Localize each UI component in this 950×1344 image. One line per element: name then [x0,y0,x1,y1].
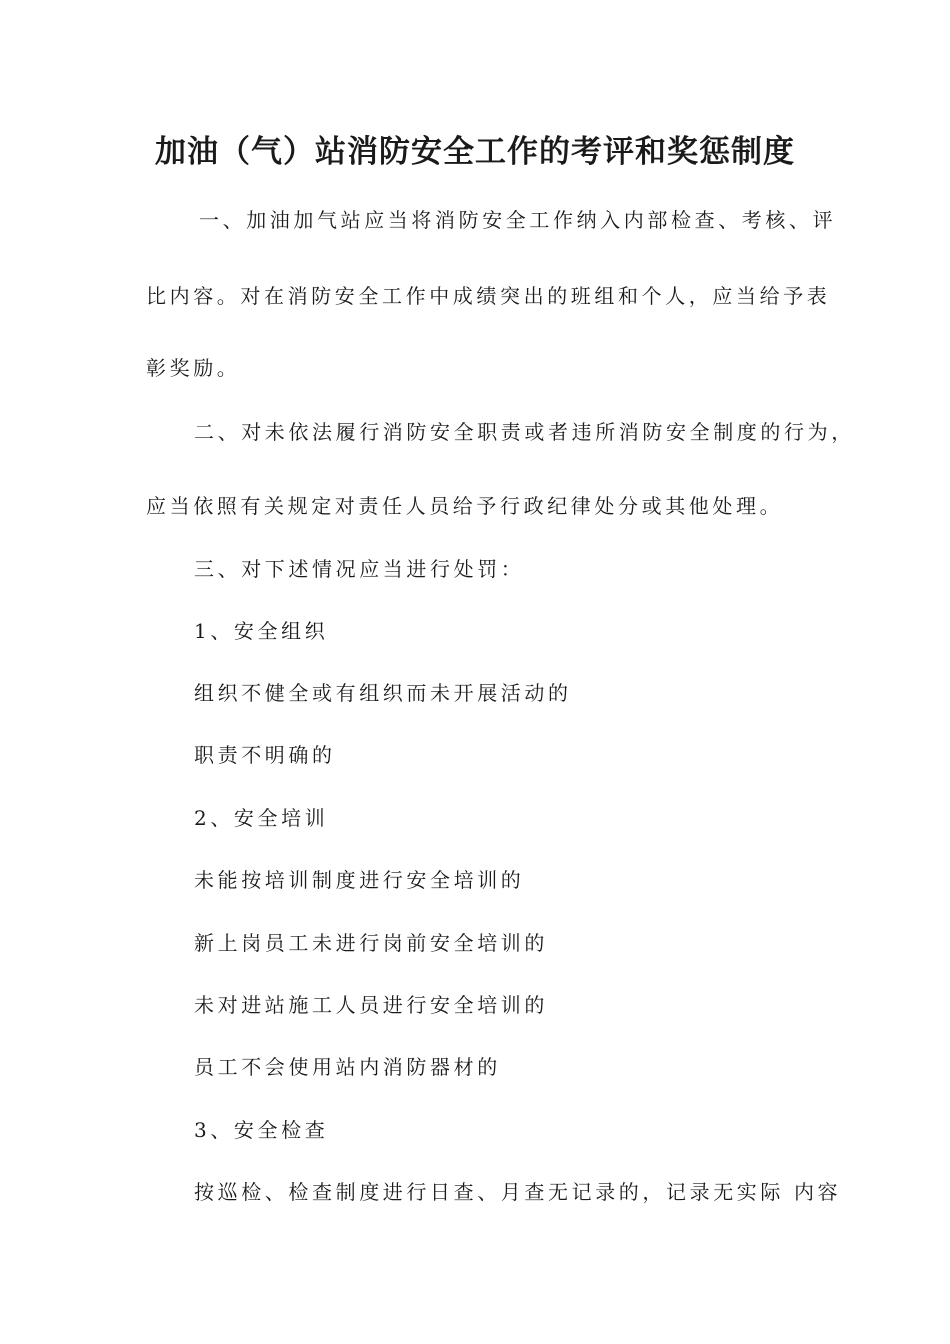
list-item: 未对进站施工人员进行安全培训的 [194,993,548,1017]
list-item: 员工不会使用站内消防器材的 [194,1055,501,1079]
list-item: 组织不健全或有组织而未开展活动的 [194,681,572,705]
document-title: 加油（气）站消防安全工作的考评和奖惩制度 [155,134,795,170]
section-heading: 3、安全检查 [194,1118,329,1142]
list-item: 职责不明确的 [194,743,336,767]
section-heading: 1、安全组织 [194,619,329,643]
paragraph-line: 比内容。对在消防安全工作中成绩突出的班组和个人，应当给予表 [146,284,831,308]
list-item: 按巡检、检查制度进行日查、月查无记录的，记录无实际 内容 [194,1180,842,1204]
paragraph-line: 应当依照有关规定对责任人员给予行政纪律处分或其他处理。 [146,494,784,518]
paragraph-line: 二、对未依法履行消防安全职责或者违所消防安全制度的行为， [194,420,855,444]
paragraph-line: 一、加油加气站应当将消防安全工作纳入内部检查、考核、评 [199,208,837,232]
list-item: 未能按培训制度进行安全培训的 [194,868,525,892]
paragraph-line: 三、对下述情况应当进行处罚： [194,557,525,581]
paragraph-line: 彰奖励。 [146,356,241,380]
section-heading: 2、安全培训 [194,806,329,830]
list-item: 新上岗员工未进行岗前安全培训的 [194,931,548,955]
